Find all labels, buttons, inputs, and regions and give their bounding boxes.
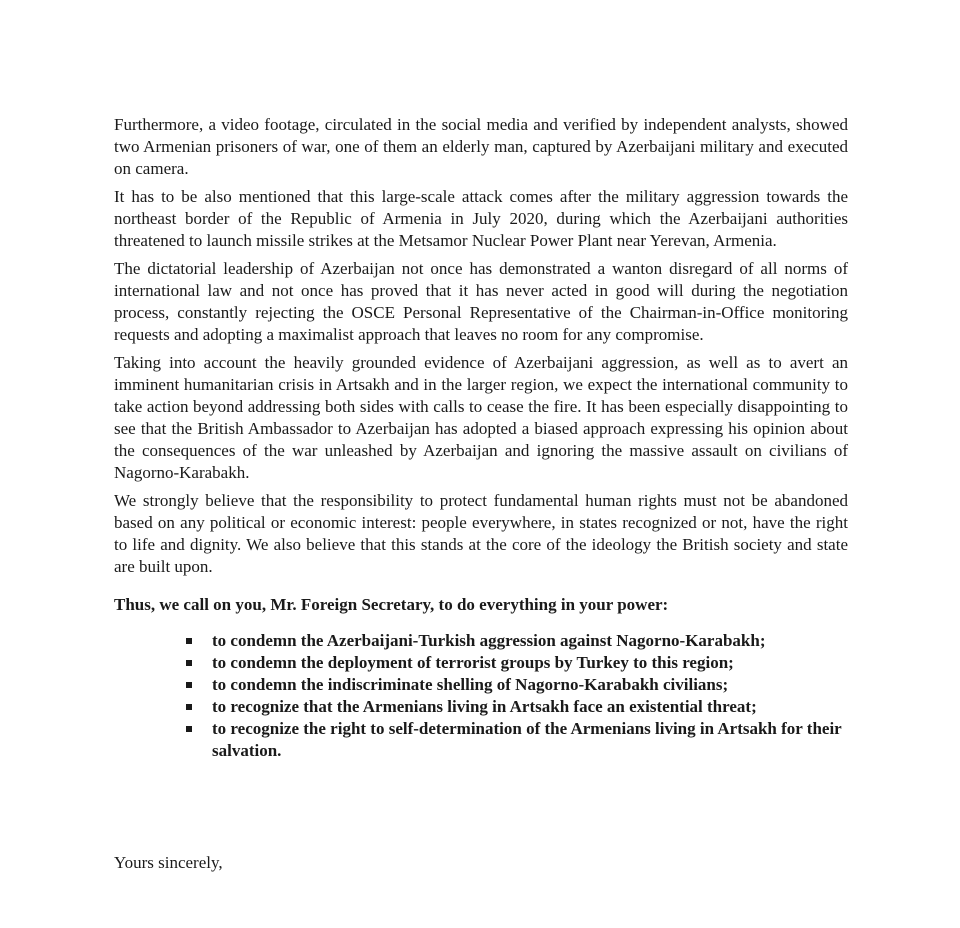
paragraph-leadership-disregard: The dictatorial leadership of Azerbaijan not once has demonstrated a wanton disregard of all norms of international law and not once has proved that it has never acted in good will during the negotiation process, constantly rejecting the OSCE Personal Representative of the Chairman-in-Office monitoring requests and adopting a maximalist approach that leaves no room for any compromise.: [114, 259, 848, 344]
demand-item: [186, 718, 848, 762]
signoff: Yours sincerely,: [114, 853, 223, 872]
square-bullet-icon: [186, 726, 192, 732]
letter-body: [114, 114, 848, 762]
square-bullet-icon: [186, 638, 192, 644]
call-to-action: Thus, we call on you, Mr. Foreign Secretary, to do everything in your power:: [114, 595, 669, 614]
paragraph-july-aggression: It has to be also mentioned that this large-scale attack comes after the military aggression towards the northeast border of the Republic of Armenia in July 2020, during which the Azerbaijani authorities threatened to launch missile strikes at the Metsamor Nuclear Power Plant near Yerevan, Armenia.: [114, 187, 848, 250]
square-bullet-icon: [186, 682, 192, 688]
paragraph-international-action: Taking into account the heavily grounded evidence of Azerbaijani aggression, as well as to avert an imminent humanitarian crisis in Artsakh and in the larger region, we expect the international community to take action beyond addressing both sides with calls to cease the fire. It has been especially disappointing to see that the British Ambassador to Azerbaijan has adopted a biased approach expressing his opinion about the consequences of the war unleashed by Azerbaijan and ignoring the massive assault on civilians of Nagorno-Karabakh.: [114, 353, 848, 482]
demand-text: to recognize that the Armenians living in Artsakh face an existential threat;: [212, 697, 757, 716]
demand-item: [186, 674, 848, 696]
paragraph-video-footage: Furthermore, a video footage, circulated in the social media and verified by independent analysts, showed two Armenian prisoners of war, one of them an elderly man, captured by Azerbaijani military and executed on camera.: [114, 115, 848, 178]
demand-text: to condemn the deployment of terrorist groups by Turkey to this region;: [212, 653, 734, 672]
demand-item: [186, 630, 848, 652]
demand-text: to condemn the Azerbaijani-Turkish aggression against Nagorno-Karabakh;: [212, 631, 766, 650]
demand-item: [186, 696, 848, 718]
demands-list: [114, 630, 848, 762]
square-bullet-icon: [186, 660, 192, 666]
demand-text: to recognize the right to self-determination of the Armenians living in Artsakh for their salvation.: [212, 719, 842, 760]
paragraph-human-rights: We strongly believe that the responsibility to protect fundamental human rights must not be abandoned based on any political or economic interest: people everywhere, in states recognized or not, have the right to life and dignity. We also believe that this stands at the core of the ideology the British society and state are built upon.: [114, 491, 848, 576]
square-bullet-icon: [186, 704, 192, 710]
demand-item: [186, 652, 848, 674]
demand-text: to condemn the indiscriminate shelling of Nagorno-Karabakh civilians;: [212, 675, 729, 694]
